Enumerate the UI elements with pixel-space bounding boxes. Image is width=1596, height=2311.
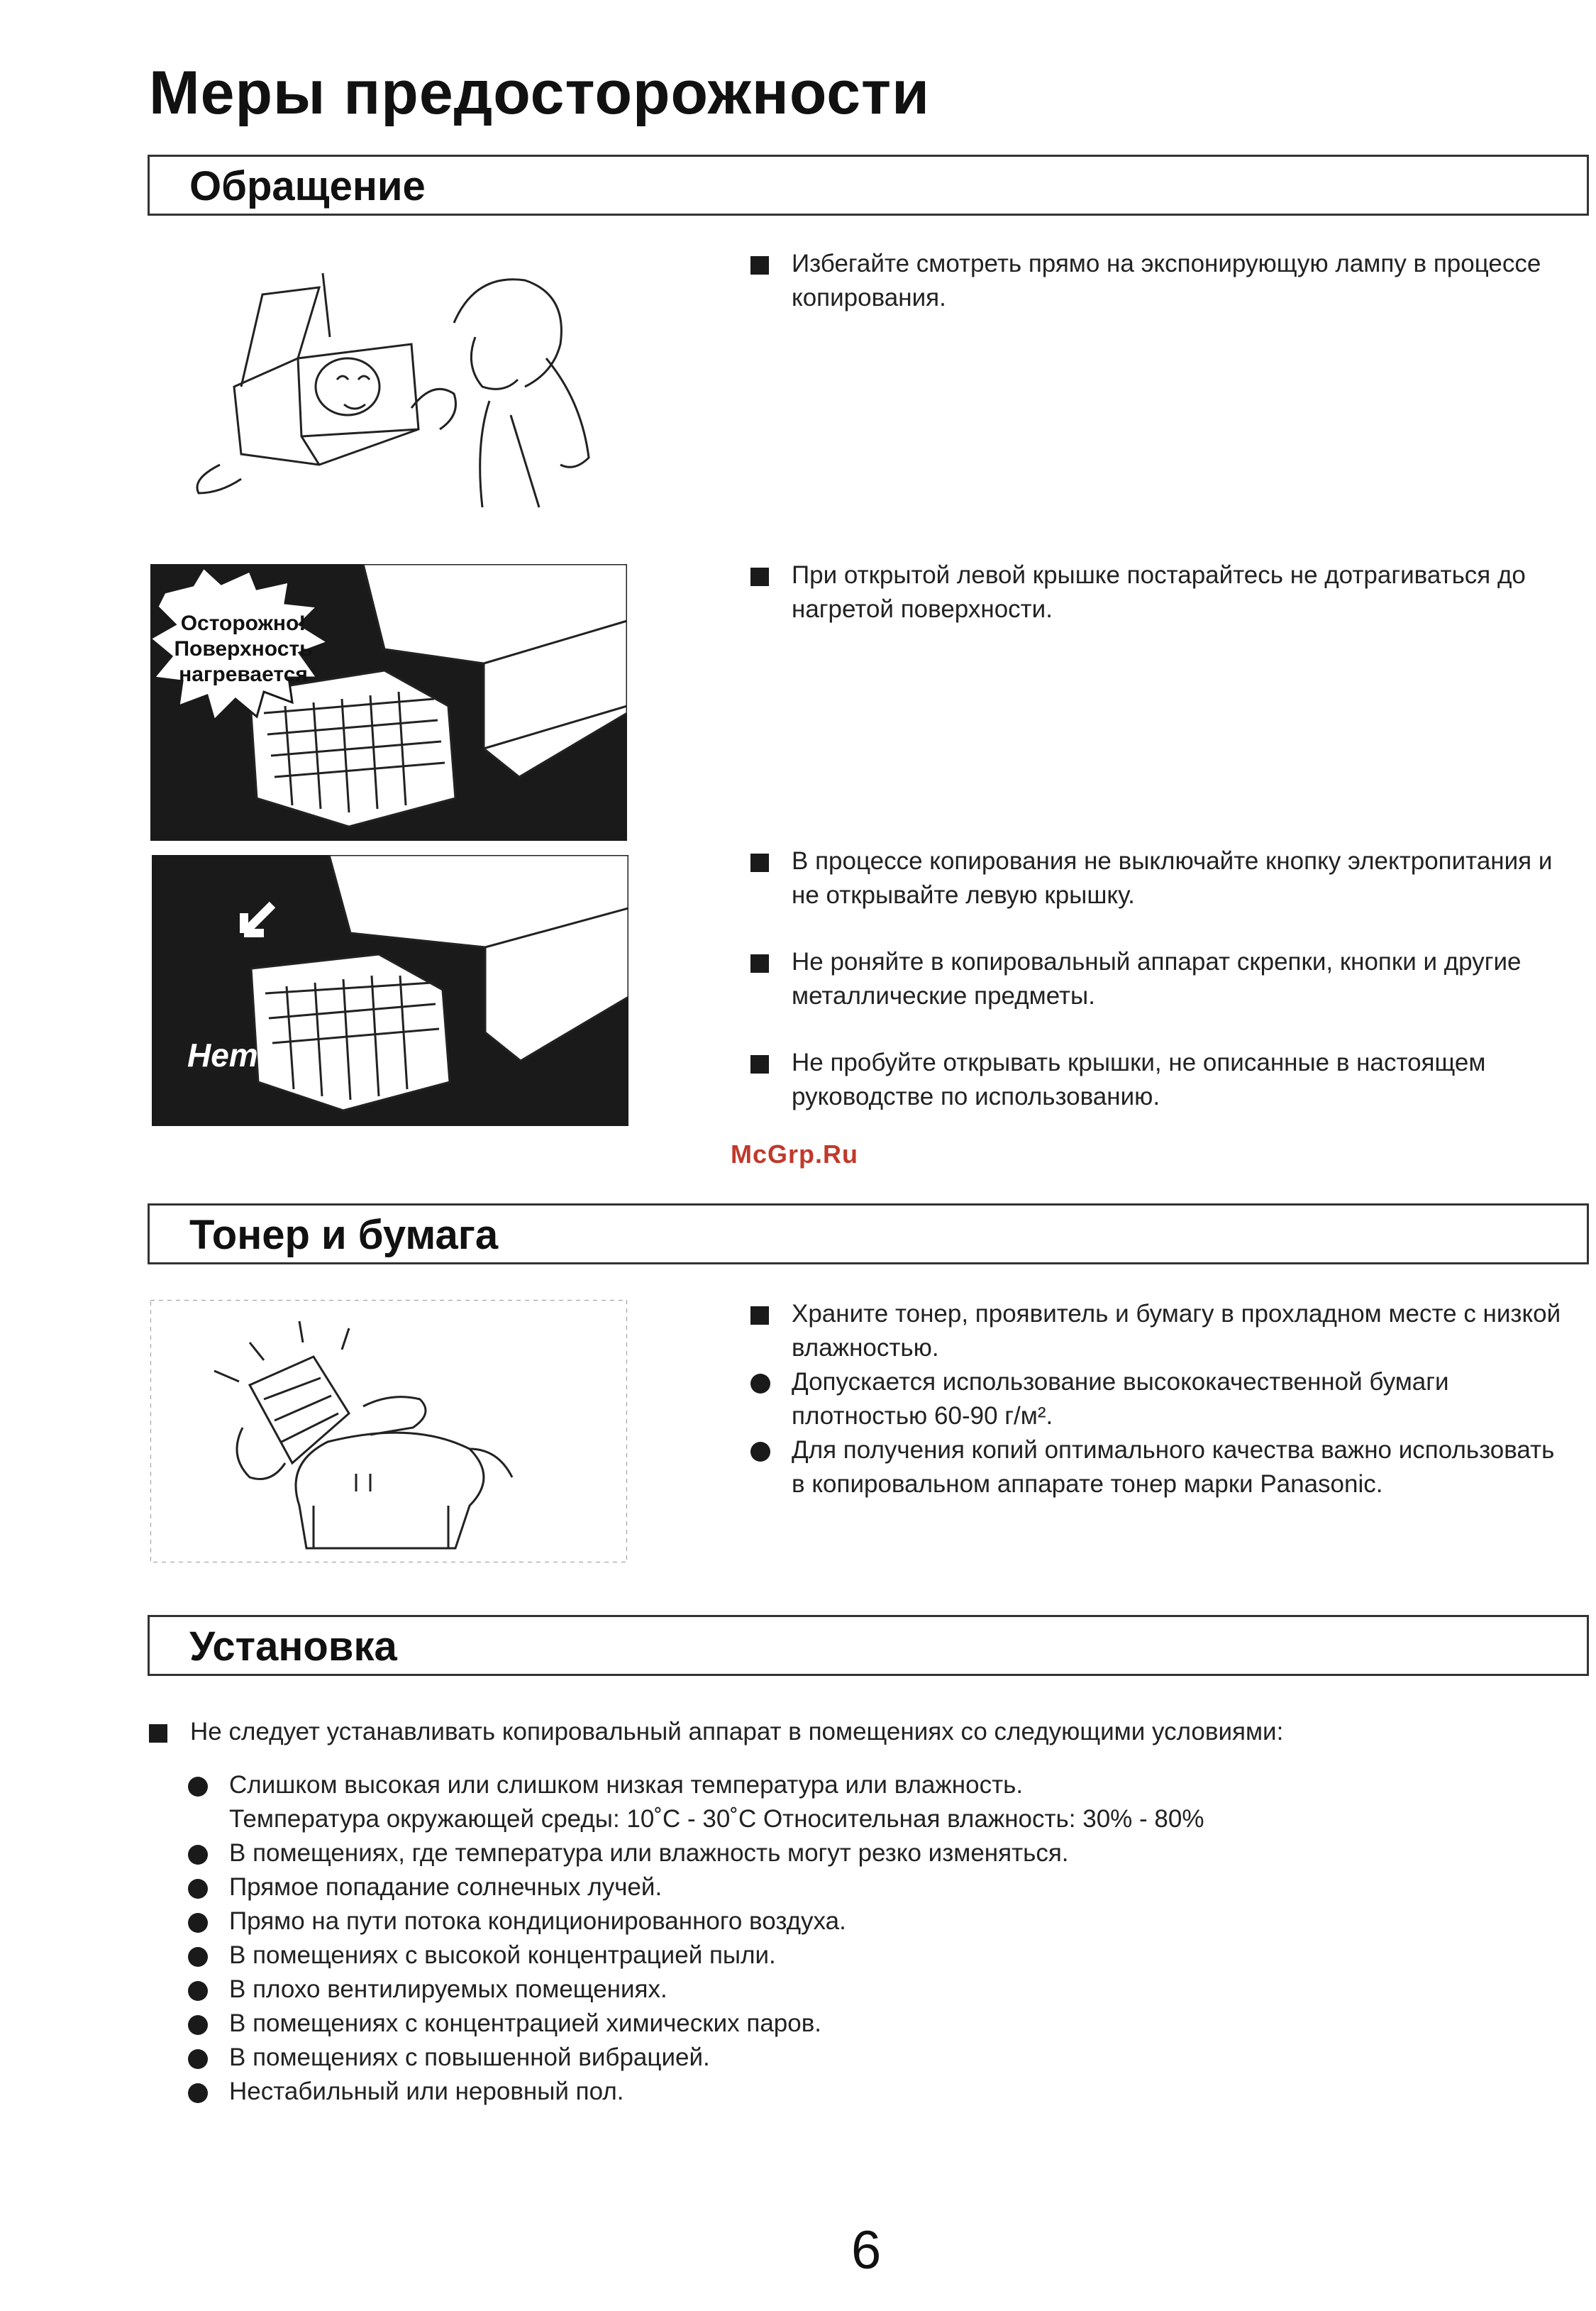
handling-item: Избегайте смотреть прямо на экспонирующую лампу в процессе копирования.	[750, 247, 1566, 315]
toner-item: Для получения копий оптимального качества важно использовать в копировальном аппарате тонер марки Panasonic.	[750, 1433, 1559, 1501]
round-bullet-icon	[188, 1845, 208, 1865]
square-bullet-icon	[750, 854, 769, 872]
list-item: Прямо на пути потока кондиционированного воздуха.	[188, 1904, 1536, 1938]
round-bullet-icon	[750, 1442, 770, 1462]
section-header-handling	[148, 155, 1589, 216]
list-item: Прямое попадание солнечных лучей.	[188, 1870, 1536, 1904]
round-bullet-icon	[188, 1879, 208, 1899]
install-conditions-list	[188, 1768, 1536, 2109]
square-bullet-icon	[750, 954, 769, 973]
illustration-toner-paper	[150, 1300, 627, 1562]
handling-item: В процессе копирования не выключайте кнопку электропитания и не открывайте левую крышку.	[750, 844, 1566, 912]
no-label: Нет!	[187, 1037, 270, 1074]
illustration-hot-surface	[150, 564, 627, 841]
list-item: В помещениях с высокой концентрацией пыли.	[188, 1938, 1536, 1973]
round-bullet-icon	[188, 1981, 208, 2001]
handling-item: Не роняйте в копировальный аппарат скрепки, кнопки и другие металлические предметы.	[750, 945, 1566, 1013]
round-bullet-icon	[188, 1947, 208, 1967]
round-bullet-icon	[188, 2049, 208, 2069]
toner-item: Допускается использование высококачественной бумаги плотностью 60-90 г/м².	[750, 1365, 1587, 1433]
page-title: Меры предосторожности	[149, 59, 931, 127]
section-header-install	[148, 1615, 1589, 1676]
square-bullet-icon	[750, 568, 769, 586]
round-bullet-icon	[188, 1913, 208, 1933]
page-number: 6	[851, 2220, 882, 2280]
square-bullet-icon	[750, 1306, 769, 1325]
list-item: В помещениях с концентрацией химических паров.	[188, 2007, 1536, 2041]
square-bullet-icon	[149, 1724, 167, 1743]
section-heading: Установка	[189, 1623, 397, 1670]
toner-item: Храните тонер, проявитель и бумагу в прохладном месте с низкой влажностью.	[750, 1297, 1587, 1365]
watermark: McGrp.Ru	[731, 1140, 859, 1169]
round-bullet-icon	[188, 1777, 208, 1797]
install-intro: Не следует устанавливать копировальный аппарат в помещениях со следующими условиями:	[149, 1715, 1589, 1749]
round-bullet-icon	[188, 2083, 208, 2103]
section-heading: Тонер и бумага	[189, 1212, 499, 1258]
round-bullet-icon	[750, 1374, 770, 1394]
list-item: Слишком высокая или слишком низкая температура или влажность. Температура окружающей среды: 10˚С - 30˚С Относительная влажность: 30% - 80%	[188, 1768, 1536, 1836]
illustration-do-not-open	[152, 855, 628, 1126]
list-item: В помещениях, где температура или влажность могут резко изменяться.	[188, 1836, 1536, 1870]
warning-badge: Осторожно! Поверхность нагревается	[174, 612, 313, 686]
section-heading: Обращение	[189, 163, 426, 209]
list-item: В помещениях с повышенной вибрацией.	[188, 2041, 1536, 2075]
handling-item: При открытой левой крышке постарайтесь не дотрагиваться до нагретой поверхности.	[750, 558, 1566, 627]
illustration-copier-lamp	[177, 252, 617, 514]
square-bullet-icon	[750, 1055, 769, 1074]
round-bullet-icon	[188, 2015, 208, 2035]
handling-item: Не пробуйте открывать крышки, не описанные в настоящем руководстве по использованию.	[750, 1046, 1587, 1114]
list-item: Нестабильный или неровный пол.	[188, 2075, 1536, 2109]
temperature-note: Температура окружающей среды: 10˚С - 30˚С Относительная влажность: 30% - 80%	[229, 1805, 1204, 1833]
list-item: В плохо вентилируемых помещениях.	[188, 1973, 1536, 2007]
section-header-toner	[148, 1203, 1589, 1264]
square-bullet-icon	[750, 256, 769, 275]
